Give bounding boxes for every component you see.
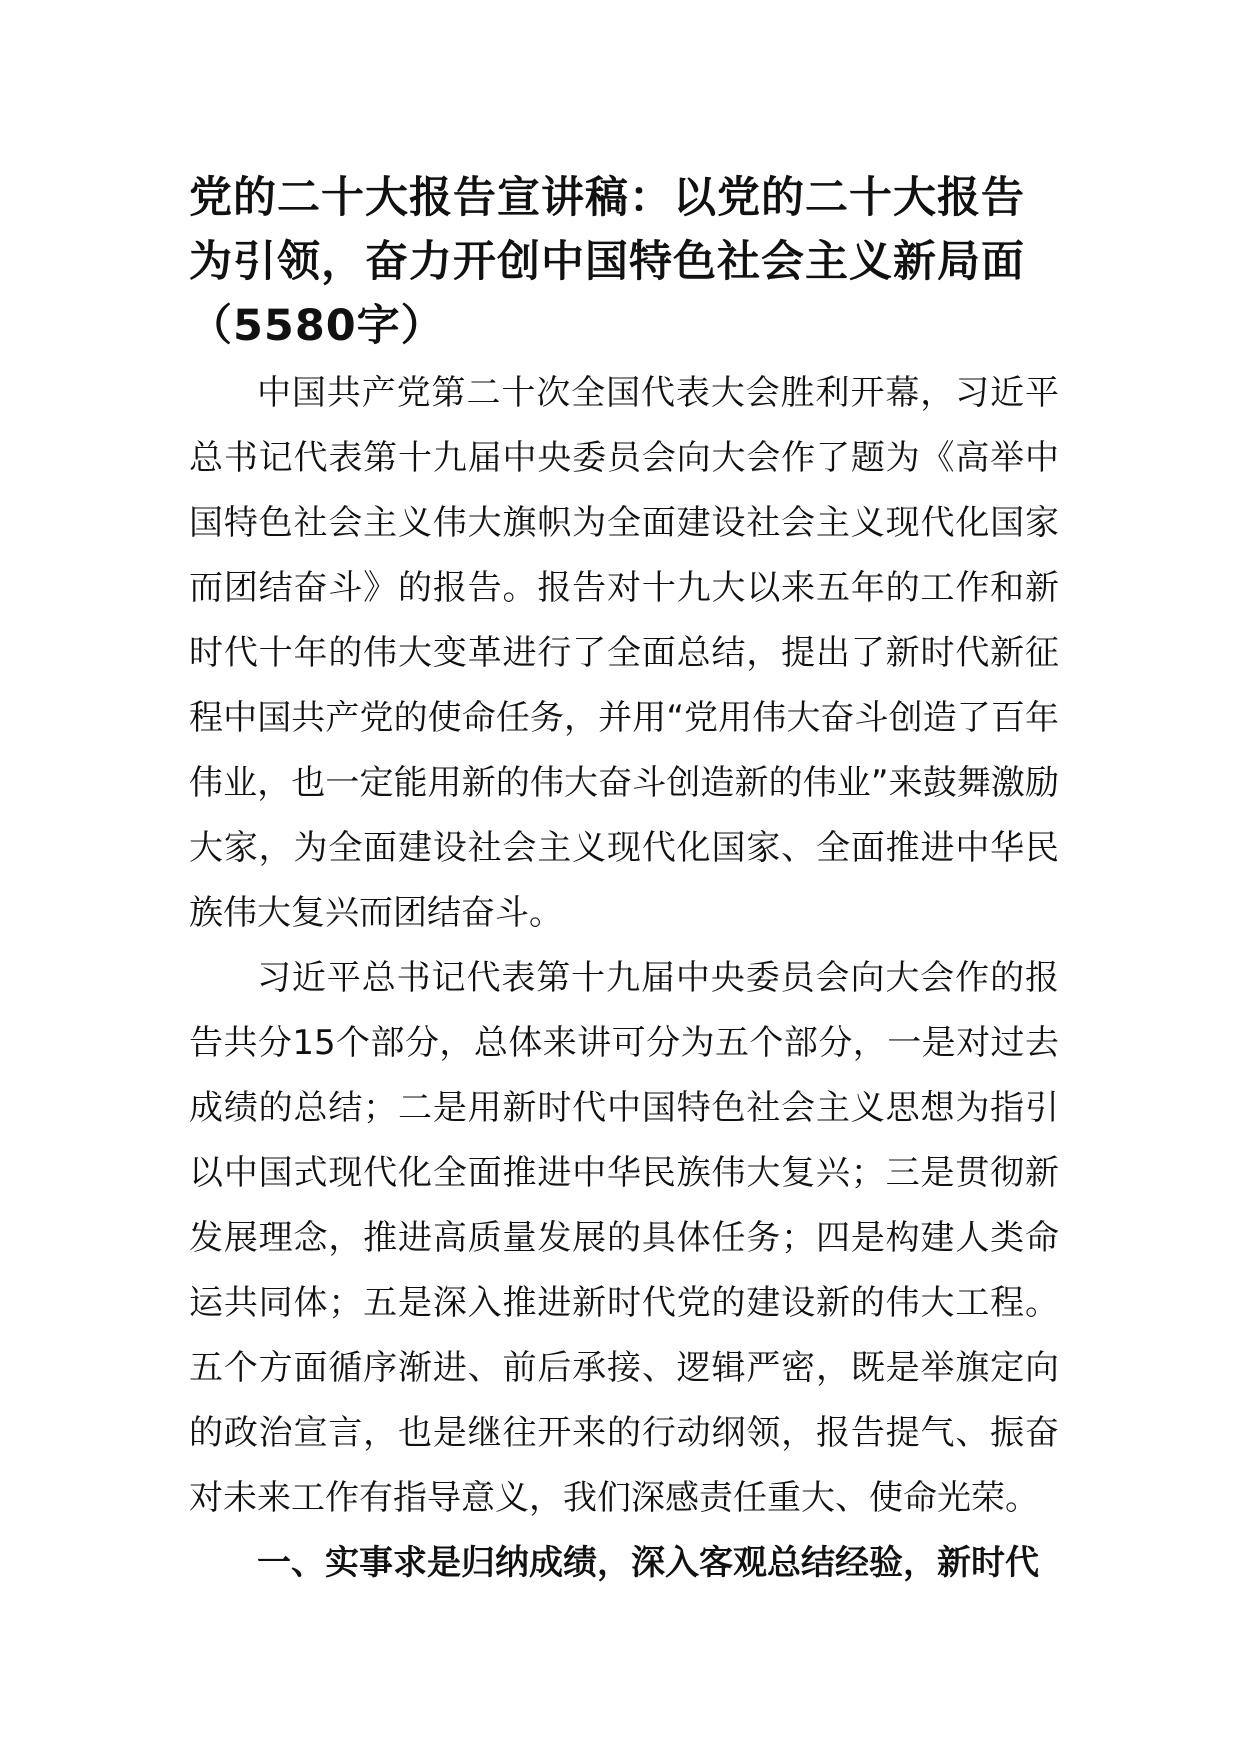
document-body	[189, 361, 1059, 1596]
document-title: 党的二十大报告宣讲稿：以党的二十大报告为引领，奋力开创中国特色社会主义新局面（5580字）	[189, 173, 1025, 351]
paragraph-intro: 中国共产党第二十次全国代表大会胜利开幕，习近平总书记代表第十九届中央委员会向大会作了题为《高举中国特色社会主义伟大旗帜为全面建设社会主义现代化国家而团结奋斗》的报告。报告对十九大以来五年的工作和新时代十年的伟大变革进行了全面总结，提出了新时代新征程中国共产党的使命任务，并用“党用伟大奋斗创造了百年伟业，也一定能用新的伟大奋斗创造新的伟业”来鼓舞激励大家，为全面建设社会主义现代化国家、全面推进中华民族伟大复兴而团结奋斗。	[189, 373, 1059, 933]
paragraph-report-structure: 习近平总书记代表第十九届中央委员会向大会作的报告共分15个部分，总体来讲可分为五个部分，一是对过去成绩的总结；二是用新时代中国特色社会主义思想为指引以中国式现代化全面推进中华民族伟大复兴；三是贯彻新发展理念，推进高质量发展的具体任务；四是构建人类命运共同体；五是深入推进新时代党的建设新的伟大工程。五个方面循序渐进、前后承接、逻辑严密，既是举旗定向的政治宣言，也是继往开来的行动纲领，报告提气、振奋对未来工作有指导意义，我们深感责任重大、使命光荣。	[189, 958, 1059, 1518]
section-heading: 一、实事求是归纳成绩，深入客观总结经验，新时代	[257, 1543, 1039, 1583]
